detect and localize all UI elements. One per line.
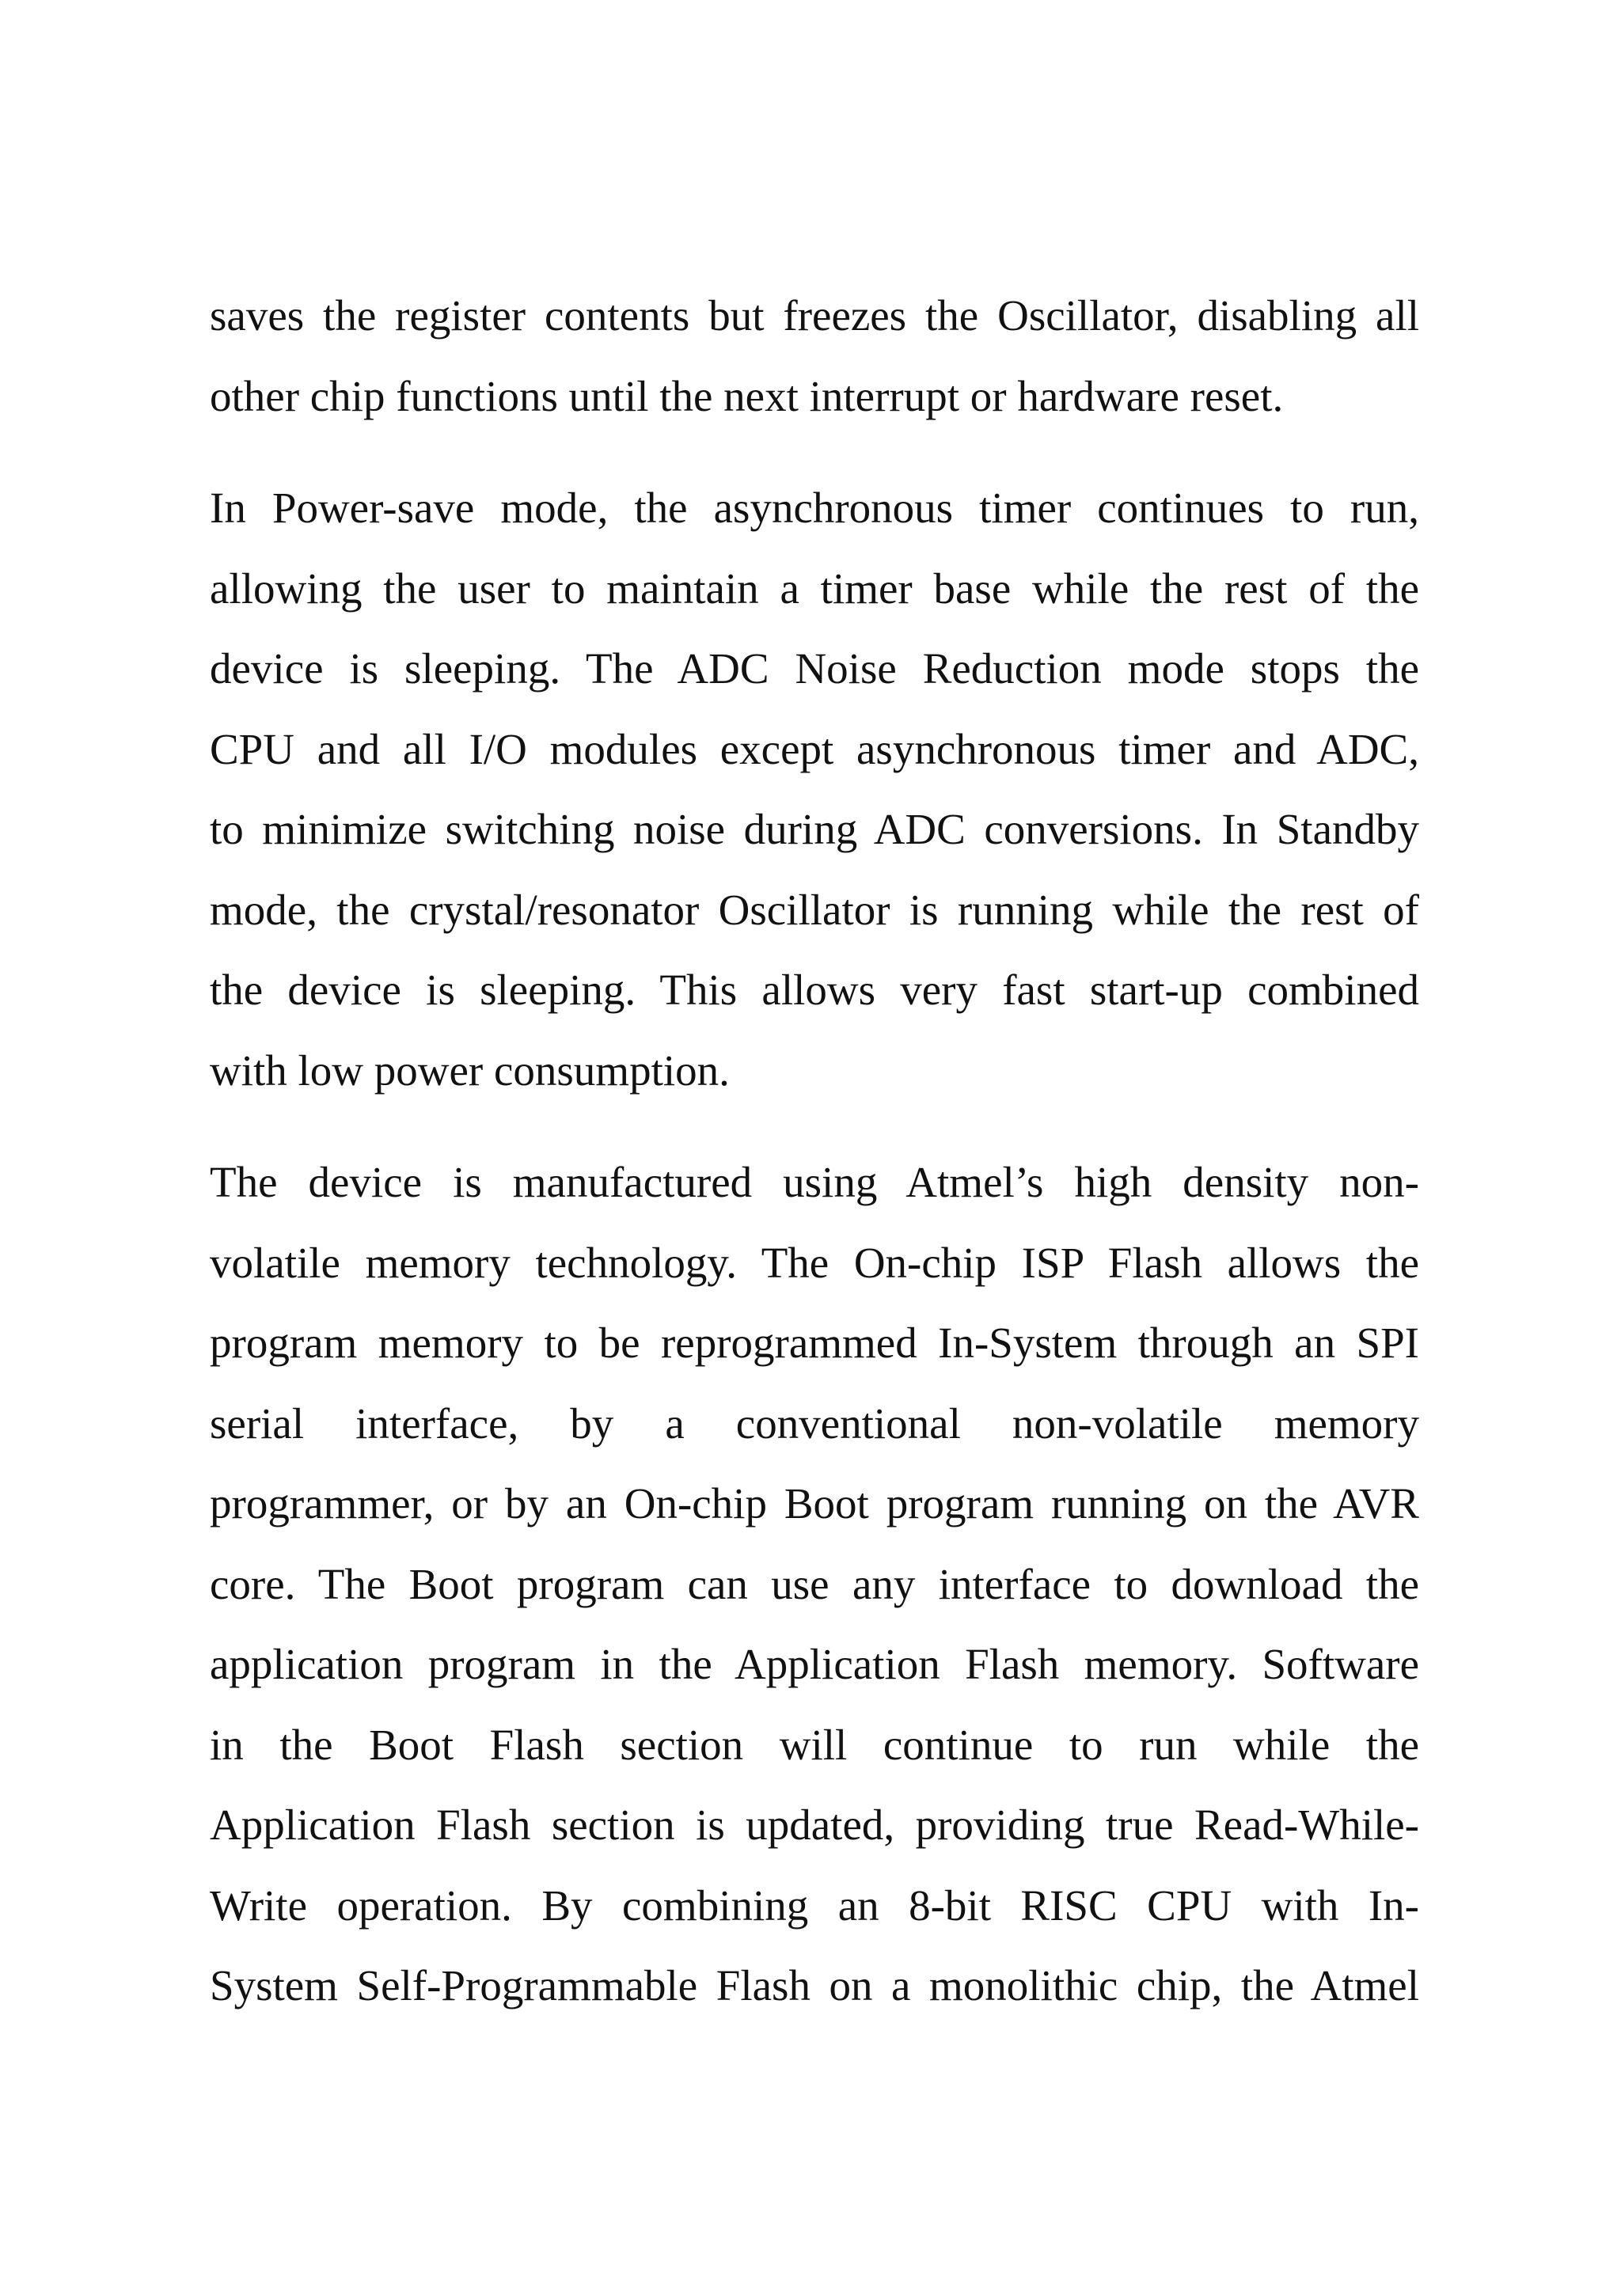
text-line: allowing the user to maintain a timer base while the rest of the [210, 564, 1419, 613]
text-line: The device is manufactured using Atmel’s high density non- [210, 1158, 1419, 1206]
text-line: serial interface, by a conventional non-volatile memory [210, 1398, 1419, 1448]
text-line: core. The Boot program can use any interface to download the [210, 1559, 1419, 1608]
text-line: other chip functions until the next interrupt or hardware reset. [210, 371, 1284, 420]
text-line: Write operation. By combining an 8-bit RISC CPU with In- [210, 1880, 1419, 1930]
text-line: volatile memory technology. The On-chip ISP Flash allows the [210, 1238, 1419, 1287]
text-line: program memory to be reprogrammed In-System through an SPI [210, 1319, 1419, 1367]
text-line: to minimize switching noise during ADC conversions. In Standby [210, 805, 1419, 853]
text-line: device is sleeping. The ADC Noise Reduction mode stops the [210, 644, 1419, 693]
text-line: mode, the crystal/resonator Oscillator is running while the rest of [210, 885, 1419, 934]
text-line: programmer, or by an On-chip Boot program running on the AVR [210, 1479, 1419, 1528]
paragraph-power-save [210, 468, 1419, 1110]
text-line: Application Flash section is updated, providing true Read-While- [210, 1801, 1419, 1849]
text-line: with low power consumption. [210, 1046, 730, 1095]
body-text [210, 275, 1419, 2026]
text-line: the device is sleeping. This allows very fast start-up combined [210, 966, 1419, 1014]
text-line: In Power-save mode, the asynchronous timer continues to run, [210, 484, 1419, 532]
paragraph-sleep-modes [210, 275, 1419, 436]
text-line: application program in the Application Flash memory. Software [210, 1640, 1419, 1688]
text-line: CPU and all I/O modules except asynchronous timer and ADC, [210, 724, 1419, 773]
text-line: in the Boot Flash section will continue to run while the [210, 1720, 1419, 1769]
text-line: saves the register contents but freezes the Oscillator, disabling all [210, 291, 1419, 340]
paragraph-manufacturing [210, 1142, 1419, 2026]
text-line: System Self-Programmable Flash on a monolithic chip, the Atmel [210, 1961, 1419, 2009]
